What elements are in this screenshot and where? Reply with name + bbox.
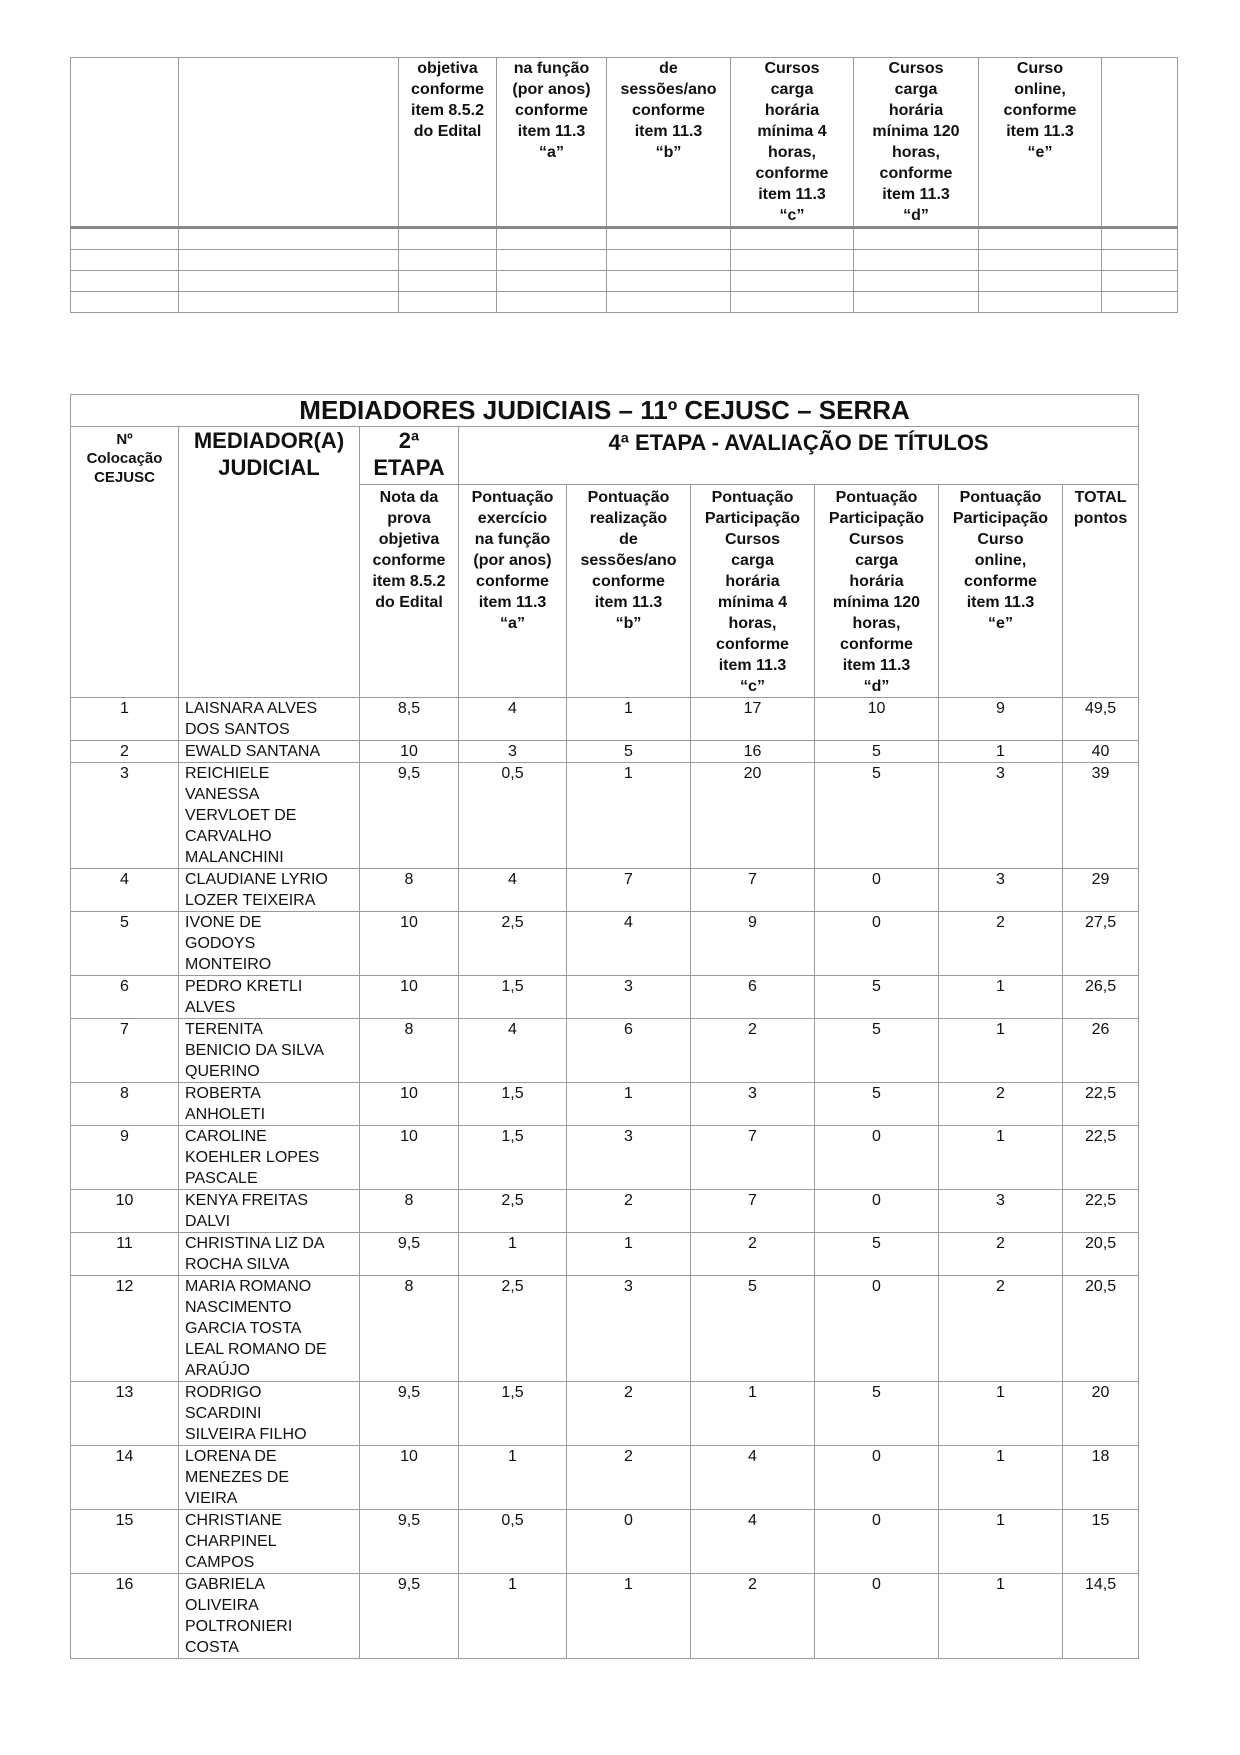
cell-pontuacao-c: 6 [691, 976, 815, 1019]
cell-pontuacao-d: 5 [815, 741, 939, 763]
continued-header-cell: objetiva conforme item 8.5.2 do Edital [399, 58, 497, 228]
cell-pontuacao-a: 4 [459, 1019, 567, 1083]
continued-header-row [71, 58, 1178, 228]
cell-pontuacao-b: 6 [567, 1019, 691, 1083]
cell-total: 40 [1063, 741, 1139, 763]
cell-mediador-name: CHRISTINA LIZ DA ROCHA SILVA [179, 1233, 360, 1276]
header-pontuacao-d: Pontuação Participação Cursos carga horária mínima 120 horas, conforme item 11.3 “d” [815, 485, 939, 698]
cell-pontuacao-a: 4 [459, 698, 567, 741]
cell-pontuacao-c: 4 [691, 1510, 815, 1574]
empty-cell [979, 228, 1102, 250]
table-row [71, 1382, 1139, 1446]
cell-mediador-name: TERENITA BENICIO DA SILVA QUERINO [179, 1019, 360, 1083]
cell-nota-prova: 9,5 [360, 1510, 459, 1574]
empty-cell [607, 271, 731, 292]
empty-cell [179, 292, 399, 313]
empty-cell [71, 292, 179, 313]
cell-colocacao: 15 [71, 1510, 179, 1574]
cell-colocacao: 9 [71, 1126, 179, 1190]
cell-mediador-name: CAROLINE KOEHLER LOPES PASCALE [179, 1126, 360, 1190]
cell-mediador-name: LAISNARA ALVES DOS SANTOS [179, 698, 360, 741]
table-row [71, 1126, 1139, 1190]
cell-nota-prova: 10 [360, 976, 459, 1019]
table-row [71, 1446, 1139, 1510]
cell-total: 14,5 [1063, 1574, 1139, 1659]
empty-cell [399, 250, 497, 271]
empty-cell [497, 228, 607, 250]
continued-header-cell: na função (por anos) conforme item 11.3 “a” [497, 58, 607, 228]
mediadores-table [70, 394, 1139, 1659]
cell-pontuacao-e: 2 [939, 1233, 1063, 1276]
cell-total: 29 [1063, 869, 1139, 912]
cell-pontuacao-c: 3 [691, 1083, 815, 1126]
cell-pontuacao-c: 2 [691, 1574, 815, 1659]
cell-nota-prova: 9,5 [360, 1574, 459, 1659]
cell-pontuacao-e: 1 [939, 1574, 1063, 1659]
cell-pontuacao-e: 1 [939, 1446, 1063, 1510]
cell-pontuacao-d: 0 [815, 1510, 939, 1574]
cell-pontuacao-e: 3 [939, 869, 1063, 912]
cell-pontuacao-d: 5 [815, 976, 939, 1019]
cell-mediador-name: LORENA DE MENEZES DE VIEIRA [179, 1446, 360, 1510]
cell-mediador-name: CHRISTIANE CHARPINEL CAMPOS [179, 1510, 360, 1574]
cell-pontuacao-a: 1,5 [459, 976, 567, 1019]
cell-nota-prova: 10 [360, 912, 459, 976]
header-pontuacao-c: Pontuação Participação Cursos carga horária mínima 4 horas, conforme item 11.3 “c” [691, 485, 815, 698]
cell-pontuacao-e: 1 [939, 1510, 1063, 1574]
table-row [71, 1083, 1139, 1126]
continued-table [70, 57, 1178, 313]
cell-nota-prova: 9,5 [360, 763, 459, 869]
cell-pontuacao-c: 17 [691, 698, 815, 741]
cell-pontuacao-c: 7 [691, 1126, 815, 1190]
cell-pontuacao-a: 1 [459, 1233, 567, 1276]
cell-total: 22,5 [1063, 1083, 1139, 1126]
cell-colocacao: 12 [71, 1276, 179, 1382]
cell-colocacao: 2 [71, 741, 179, 763]
header-pontuacao-b: Pontuação realização de sessões/ano conforme item 11.3 “b” [567, 485, 691, 698]
empty-cell [1102, 228, 1178, 250]
cell-pontuacao-d: 10 [815, 698, 939, 741]
cell-nota-prova: 8 [360, 1276, 459, 1382]
header-pontuacao-e: Pontuação Participação Curso online, conforme item 11.3 “e” [939, 485, 1063, 698]
cell-pontuacao-a: 2,5 [459, 912, 567, 976]
cell-mediador-name: REICHIELE VANESSA VERVLOET DE CARVALHO MALANCHINI [179, 763, 360, 869]
table-row [71, 763, 1139, 869]
cell-colocacao: 3 [71, 763, 179, 869]
cell-colocacao: 4 [71, 869, 179, 912]
mediadores-table-body [71, 698, 1139, 1659]
cell-pontuacao-c: 20 [691, 763, 815, 869]
cell-pontuacao-c: 7 [691, 1190, 815, 1233]
continued-empty-row [71, 292, 1178, 313]
header-colocacao: Nº Colocação CEJUSC [71, 427, 179, 698]
cell-pontuacao-e: 2 [939, 1276, 1063, 1382]
cell-mediador-name: PEDRO KRETLI ALVES [179, 976, 360, 1019]
empty-cell [731, 292, 854, 313]
continued-header-cell: Cursos carga horária mínima 120 horas, conforme item 11.3 “d” [854, 58, 979, 228]
cell-pontuacao-c: 4 [691, 1446, 815, 1510]
table-title: MEDIADORES JUDICIAIS – 11º CEJUSC – SERRA [71, 395, 1139, 427]
cell-colocacao: 6 [71, 976, 179, 1019]
empty-cell [979, 250, 1102, 271]
cell-nota-prova: 10 [360, 1126, 459, 1190]
cell-nota-prova: 8,5 [360, 698, 459, 741]
cell-colocacao: 14 [71, 1446, 179, 1510]
cell-pontuacao-e: 3 [939, 1190, 1063, 1233]
cell-nota-prova: 8 [360, 1190, 459, 1233]
cell-pontuacao-c: 16 [691, 741, 815, 763]
cell-pontuacao-b: 2 [567, 1446, 691, 1510]
cell-total: 20 [1063, 1382, 1139, 1446]
cell-pontuacao-a: 0,5 [459, 1510, 567, 1574]
empty-cell [399, 292, 497, 313]
cell-pontuacao-b: 3 [567, 1276, 691, 1382]
cell-pontuacao-d: 5 [815, 1382, 939, 1446]
cell-pontuacao-e: 1 [939, 1382, 1063, 1446]
cell-pontuacao-d: 5 [815, 1083, 939, 1126]
cell-mediador-name: ROBERTA ANHOLETI [179, 1083, 360, 1126]
continued-header-cell: Curso online, conforme item 11.3 “e” [979, 58, 1102, 228]
cell-total: 49,5 [1063, 698, 1139, 741]
empty-cell [71, 228, 179, 250]
cell-nota-prova: 9,5 [360, 1382, 459, 1446]
table-row [71, 976, 1139, 1019]
cell-pontuacao-c: 9 [691, 912, 815, 976]
cell-pontuacao-d: 5 [815, 763, 939, 869]
cell-pontuacao-d: 0 [815, 1126, 939, 1190]
cell-total: 15 [1063, 1510, 1139, 1574]
cell-pontuacao-d: 0 [815, 1190, 939, 1233]
empty-cell [71, 271, 179, 292]
cell-pontuacao-d: 0 [815, 912, 939, 976]
cell-pontuacao-a: 3 [459, 741, 567, 763]
cell-pontuacao-b: 2 [567, 1190, 691, 1233]
cell-pontuacao-b: 0 [567, 1510, 691, 1574]
table-row [71, 1574, 1139, 1659]
table-row [71, 1233, 1139, 1276]
cell-total: 22,5 [1063, 1126, 1139, 1190]
cell-mediador-name: KENYA FREITAS DALVI [179, 1190, 360, 1233]
cell-pontuacao-b: 3 [567, 976, 691, 1019]
cell-colocacao: 16 [71, 1574, 179, 1659]
cell-pontuacao-a: 2,5 [459, 1190, 567, 1233]
cell-pontuacao-b: 1 [567, 698, 691, 741]
cell-nota-prova: 10 [360, 1083, 459, 1126]
cell-pontuacao-c: 7 [691, 869, 815, 912]
table-row [71, 1190, 1139, 1233]
continued-header-cell [1102, 58, 1178, 228]
table-row [71, 912, 1139, 976]
cell-nota-prova: 9,5 [360, 1233, 459, 1276]
cell-pontuacao-e: 2 [939, 912, 1063, 976]
empty-cell [979, 292, 1102, 313]
empty-cell [854, 250, 979, 271]
table-row [71, 741, 1139, 763]
cell-pontuacao-a: 0,5 [459, 763, 567, 869]
cell-colocacao: 10 [71, 1190, 179, 1233]
cell-pontuacao-a: 1,5 [459, 1382, 567, 1446]
cell-pontuacao-a: 1,5 [459, 1083, 567, 1126]
cell-mediador-name: IVONE DE GODOYS MONTEIRO [179, 912, 360, 976]
continued-empty-row [71, 228, 1178, 250]
cell-pontuacao-a: 1 [459, 1574, 567, 1659]
cell-pontuacao-d: 0 [815, 1446, 939, 1510]
cell-pontuacao-a: 1,5 [459, 1126, 567, 1190]
header-etapa4: 4ª ETAPA - AVALIAÇÃO DE TÍTULOS [459, 427, 1139, 485]
cell-pontuacao-b: 2 [567, 1382, 691, 1446]
cell-pontuacao-b: 1 [567, 763, 691, 869]
cell-total: 20,5 [1063, 1276, 1139, 1382]
empty-cell [71, 250, 179, 271]
cell-pontuacao-e: 1 [939, 1126, 1063, 1190]
cell-pontuacao-d: 0 [815, 869, 939, 912]
continued-empty-row [71, 271, 1178, 292]
cell-mediador-name: CLAUDIANE LYRIO LOZER TEIXEIRA [179, 869, 360, 912]
title-row [71, 395, 1139, 427]
cell-nota-prova: 8 [360, 869, 459, 912]
empty-cell [731, 271, 854, 292]
empty-cell [607, 228, 731, 250]
cell-colocacao: 1 [71, 698, 179, 741]
cell-pontuacao-d: 0 [815, 1574, 939, 1659]
cell-pontuacao-e: 3 [939, 763, 1063, 869]
empty-cell [399, 228, 497, 250]
cell-colocacao: 7 [71, 1019, 179, 1083]
cell-pontuacao-a: 4 [459, 869, 567, 912]
header-etapa2: 2ª ETAPA [360, 427, 459, 485]
cell-pontuacao-e: 1 [939, 976, 1063, 1019]
header-nota-prova: Nota da prova objetiva conforme item 8.5.2 do Edital [360, 485, 459, 698]
cell-total: 20,5 [1063, 1233, 1139, 1276]
cell-pontuacao-e: 2 [939, 1083, 1063, 1126]
cell-colocacao: 8 [71, 1083, 179, 1126]
continued-header-cell [179, 58, 399, 228]
empty-cell [1102, 271, 1178, 292]
empty-cell [497, 292, 607, 313]
continued-header-cell: Cursos carga horária mínima 4 horas, conforme item 11.3 “c” [731, 58, 854, 228]
continued-table-body [71, 58, 1178, 313]
cell-total: 22,5 [1063, 1190, 1139, 1233]
cell-pontuacao-a: 2,5 [459, 1276, 567, 1382]
cell-pontuacao-a: 1 [459, 1446, 567, 1510]
empty-cell [1102, 250, 1178, 271]
cell-pontuacao-b: 7 [567, 869, 691, 912]
cell-pontuacao-b: 3 [567, 1126, 691, 1190]
empty-cell [979, 271, 1102, 292]
header-row-1 [71, 427, 1139, 485]
cell-colocacao: 5 [71, 912, 179, 976]
empty-cell [179, 250, 399, 271]
cell-mediador-name: RODRIGO SCARDINI SILVEIRA FILHO [179, 1382, 360, 1446]
cell-pontuacao-e: 9 [939, 698, 1063, 741]
cell-nota-prova: 10 [360, 741, 459, 763]
header-mediador: MEDIADOR(A) JUDICIAL [179, 427, 360, 698]
cell-total: 18 [1063, 1446, 1139, 1510]
empty-cell [854, 271, 979, 292]
empty-cell [399, 271, 497, 292]
cell-pontuacao-d: 5 [815, 1233, 939, 1276]
table-row [71, 869, 1139, 912]
cell-total: 39 [1063, 763, 1139, 869]
cell-total: 26,5 [1063, 976, 1139, 1019]
table-row [71, 1019, 1139, 1083]
cell-mediador-name: EWALD SANTANA [179, 741, 360, 763]
cell-pontuacao-d: 5 [815, 1019, 939, 1083]
empty-cell [607, 292, 731, 313]
cell-pontuacao-e: 1 [939, 1019, 1063, 1083]
empty-cell [179, 271, 399, 292]
continued-header-cell: de sessões/ano conforme item 11.3 “b” [607, 58, 731, 228]
empty-cell [854, 228, 979, 250]
empty-cell [179, 228, 399, 250]
empty-cell [731, 250, 854, 271]
cell-pontuacao-c: 1 [691, 1382, 815, 1446]
table-row [71, 1276, 1139, 1382]
cell-nota-prova: 10 [360, 1446, 459, 1510]
cell-pontuacao-e: 1 [939, 741, 1063, 763]
table-row [71, 1510, 1139, 1574]
cell-pontuacao-c: 2 [691, 1233, 815, 1276]
cell-mediador-name: MARIA ROMANO NASCIMENTO GARCIA TOSTA LEAL ROMANO DE ARAÚJO [179, 1276, 360, 1382]
cell-pontuacao-b: 5 [567, 741, 691, 763]
cell-total: 26 [1063, 1019, 1139, 1083]
continued-empty-row [71, 250, 1178, 271]
cell-colocacao: 11 [71, 1233, 179, 1276]
cell-colocacao: 13 [71, 1382, 179, 1446]
cell-pontuacao-b: 1 [567, 1574, 691, 1659]
cell-pontuacao-b: 1 [567, 1083, 691, 1126]
cell-nota-prova: 8 [360, 1019, 459, 1083]
cell-total: 27,5 [1063, 912, 1139, 976]
cell-pontuacao-c: 5 [691, 1276, 815, 1382]
cell-pontuacao-d: 0 [815, 1276, 939, 1382]
empty-cell [607, 250, 731, 271]
header-total: TOTAL pontos [1063, 485, 1139, 698]
empty-cell [1102, 292, 1178, 313]
table-row [71, 698, 1139, 741]
empty-cell [731, 228, 854, 250]
empty-cell [854, 292, 979, 313]
empty-cell [497, 250, 607, 271]
header-pontuacao-a: Pontuação exercício na função (por anos) conforme item 11.3 “a” [459, 485, 567, 698]
cell-pontuacao-c: 2 [691, 1019, 815, 1083]
cell-pontuacao-b: 1 [567, 1233, 691, 1276]
continued-header-cell [71, 58, 179, 228]
cell-mediador-name: GABRIELA OLIVEIRA POLTRONIERI COSTA [179, 1574, 360, 1659]
cell-pontuacao-b: 4 [567, 912, 691, 976]
empty-cell [497, 271, 607, 292]
